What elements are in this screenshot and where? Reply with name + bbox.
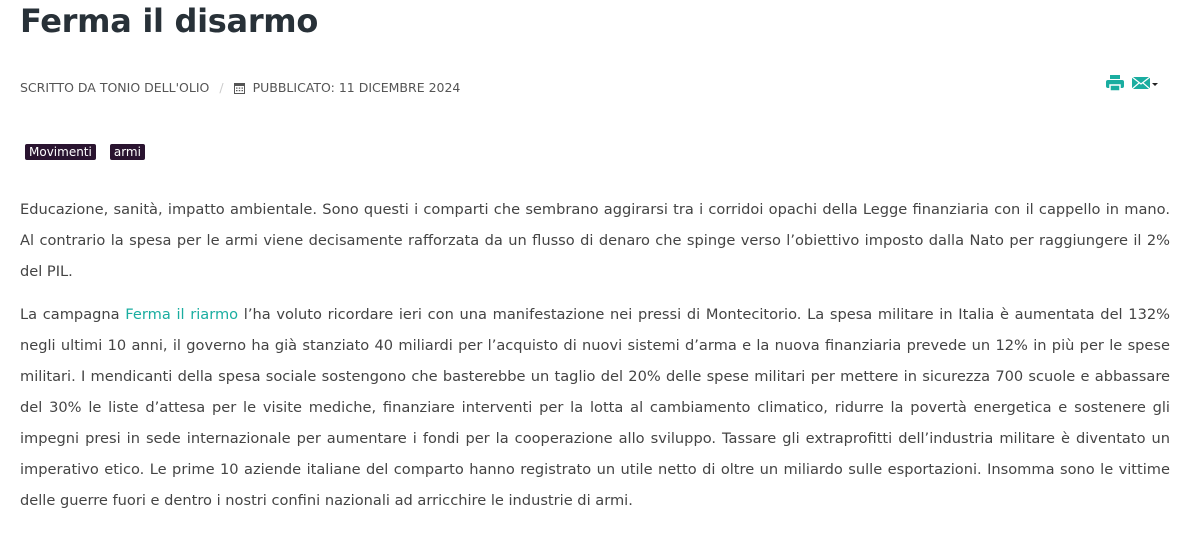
print-icon[interactable] [1105,74,1125,92]
tag-armi[interactable]: armi [110,144,145,160]
tag-list [25,144,145,160]
email-dropdown-icon[interactable] [1131,75,1159,91]
tag-movimenti[interactable]: Movimenti [25,144,96,160]
paragraph-2 [20,299,1170,516]
calendar-icon [234,82,245,94]
author: SCRITTO DA TONIO DELL'OLIO [20,80,210,95]
publish-date: PUBBLICATO: 11 DICEMBRE 2024 [252,80,461,95]
article-tools [1105,74,1159,92]
article-title: Ferma il disarmo [20,2,319,40]
paragraph-text: La campagna [20,306,126,323]
meta-separator: / [219,80,224,95]
paragraph-1: Educazione, sanità, impatto ambientale. Sono questi i comparti che sembrano aggirarsi tra i corridoi opachi della Legge finanziaria con il cappello in mano. Al contrario la spesa per le armi viene decisamente rafforzata da un flusso di denaro che spinge verso l’obiettivo imposto dalla Nato per raggiungere il 2% del PIL. [20,201,1170,280]
article-meta [20,80,460,95]
article-body [20,194,1170,528]
ferma-il-riarmo-link[interactable]: Ferma il riarmo [125,306,239,323]
paragraph-text: l’ha voluto ricordare ieri con una manifestazione nei pressi di Montecitorio. La spesa militare in Italia è aumentata del 132% negli ultimi 10 anni, il governo ha già stanziato 40 miliardi per l’acquisto di nuovi sistemi d’arma e la nuova finanziaria prevede un 12% in più per le spese militari. I mendicanti della spesa sociale sostengono che basterebbe un taglio del 20% delle spese militari per mettere in sicurezza 700 scuole e abbassare del 30% le liste d’attesa per le visite mediche, finanziare interventi per la lotta al cambiamento climatico, ridurre la povertà energetica e sostenere gli impegni presi in sede internazionale per aumentare i fondi per la cooperazione allo sviluppo. Tassare gli extraprofitti dell’industria militare è diventato un imperativo etico. Le prime 10 aziende italiane del comparto hanno registrato un utile netto di oltre un miliardo sulle esportazioni. Insomma sono le vittime delle guerre fuori e dentro i nostri confini nazionali ad arricchire le industrie di armi. [20,306,1170,509]
